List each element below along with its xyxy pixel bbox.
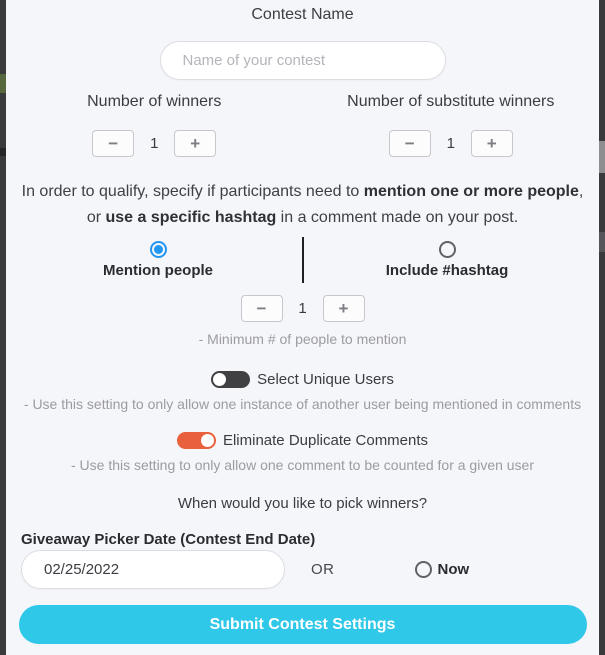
radio-dot bbox=[154, 245, 163, 254]
mention-people-option[interactable] bbox=[15, 237, 302, 283]
mention-count-increment-button[interactable]: + bbox=[323, 295, 365, 322]
qualify-text: or bbox=[86, 209, 106, 226]
select-unique-users-helper: - Use this setting to only allow one instance of another user being mentioned in comments bbox=[23, 396, 582, 412]
eliminate-duplicate-comments-row bbox=[177, 432, 428, 449]
page-edge-right bbox=[599, 0, 605, 655]
giveaway-date-input[interactable] bbox=[21, 550, 285, 589]
giveaway-date-label: Giveaway Picker Date (Contest End Date) bbox=[21, 531, 316, 548]
toggle-knob bbox=[213, 373, 226, 386]
substitute-increment-button[interactable]: + bbox=[471, 130, 513, 157]
winners-increment-button[interactable]: + bbox=[174, 130, 216, 157]
select-unique-users-row bbox=[211, 371, 394, 388]
winners-value: 1 bbox=[150, 135, 159, 152]
toggle-knob bbox=[201, 434, 214, 447]
giveaway-date-row bbox=[6, 550, 599, 589]
select-unique-users-label: Select Unique Users bbox=[257, 371, 394, 388]
background-artifact bbox=[599, 141, 605, 173]
substitute-winners-value: 1 bbox=[446, 135, 455, 152]
qualification-line-2 bbox=[22, 205, 584, 231]
mention-count-decrement-button[interactable]: − bbox=[241, 295, 283, 322]
include-hashtag-option[interactable] bbox=[304, 237, 591, 283]
background-artifact bbox=[0, 74, 6, 93]
qualification-mode-radio-group bbox=[15, 237, 591, 283]
submit-contest-settings-button[interactable]: Submit Contest Settings bbox=[19, 605, 587, 644]
contest-name-title: Contest Name bbox=[251, 6, 354, 23]
eliminate-duplicate-comments-toggle[interactable] bbox=[177, 432, 216, 449]
winners-section bbox=[6, 93, 599, 157]
winners-label: Number of winners bbox=[87, 93, 222, 110]
winners-stepper bbox=[92, 130, 216, 157]
winners-column bbox=[6, 93, 303, 157]
substitute-decrement-button[interactable]: − bbox=[389, 130, 431, 157]
qualify-text: in a comment made on your post. bbox=[276, 209, 519, 226]
contest-settings-panel bbox=[6, 0, 599, 655]
mention-people-label: Mention people bbox=[103, 262, 213, 279]
background-artifact bbox=[0, 148, 6, 156]
mention-count-stepper bbox=[241, 295, 365, 322]
background-artifact bbox=[599, 232, 605, 252]
contest-name-input[interactable] bbox=[160, 41, 446, 80]
qualify-text: In order to qualify, specify if participants need to bbox=[21, 183, 364, 200]
qualify-bold-mention: mention one or more people bbox=[363, 183, 579, 200]
pick-now-option[interactable] bbox=[415, 561, 470, 578]
qualify-text: , bbox=[578, 183, 584, 200]
qualification-line-1 bbox=[22, 179, 584, 205]
mention-count-value: 1 bbox=[298, 300, 307, 317]
eliminate-duplicate-comments-label: Eliminate Duplicate Comments bbox=[222, 432, 429, 449]
select-unique-users-toggle[interactable] bbox=[211, 371, 250, 388]
pick-winners-question: When would you like to pick winners? bbox=[177, 495, 428, 512]
mention-people-radio[interactable] bbox=[150, 241, 167, 258]
qualification-instructions bbox=[22, 179, 584, 231]
substitute-winners-stepper bbox=[389, 130, 513, 157]
mention-count-helper: - Minimum # of people to mention bbox=[198, 331, 407, 347]
winners-decrement-button[interactable]: − bbox=[92, 130, 134, 157]
include-hashtag-radio[interactable] bbox=[439, 241, 456, 258]
qualify-bold-hashtag: use a specific hashtag bbox=[105, 209, 277, 226]
eliminate-duplicate-comments-helper: - Use this setting to only allow one comment to be counted for a given user bbox=[70, 457, 535, 473]
now-radio[interactable] bbox=[415, 561, 432, 578]
include-hashtag-label: Include #hashtag bbox=[385, 262, 509, 279]
substitute-winners-label: Number of substitute winners bbox=[347, 93, 555, 110]
now-label: Now bbox=[437, 561, 470, 578]
or-separator: OR bbox=[311, 561, 335, 578]
substitute-winners-column bbox=[303, 93, 600, 157]
page-edge-left bbox=[0, 0, 6, 655]
